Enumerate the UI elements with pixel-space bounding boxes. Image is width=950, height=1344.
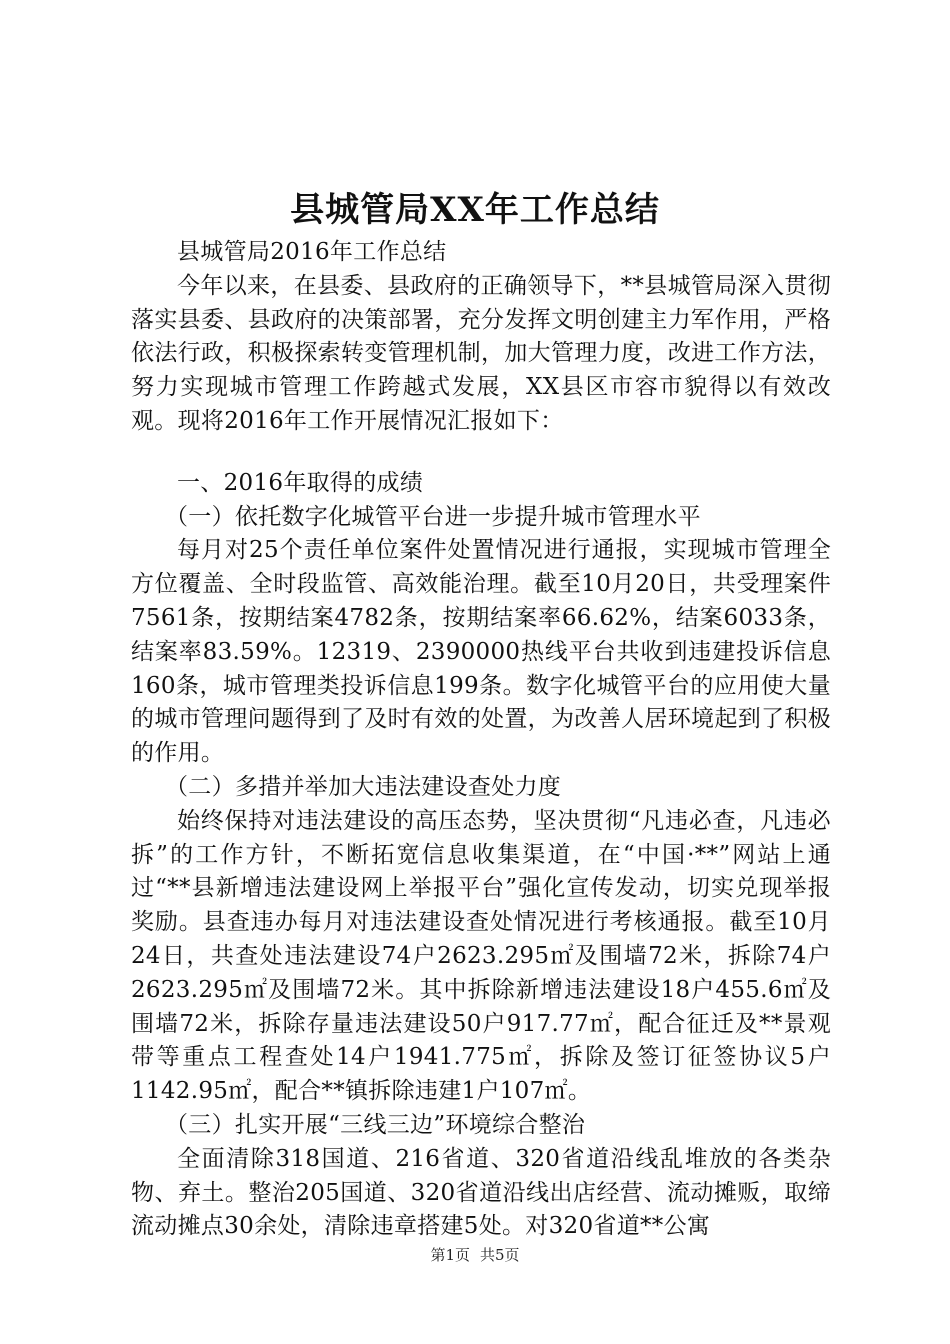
- paragraph-body-3: 全面清除318国道、216省道、320省道沿线乱堆放的各类杂物、弃土。整治205国道、320省道沿线出店经营、流动摊贩，取缔流动摊点30余处，清除违章搭建5处。对320省道**公寓: [131, 1145, 831, 1240]
- paragraph-body-2: 始终保持对违法建设的高压态势，坚决贯彻“凡违必查，凡违必拆”的工作方针，不断拓宽信息收集渠道，在“中国·**”网站上通过“**县新增违法建设网上举报平台”强化宣传发动，切实兑现举报奖励。县查违办每月对违法建设查处情况进行考核通报。截至10月24日，共查处违法建设74户2623.295㎡及围墙72米，拆除74户2623.295㎡及围墙72米。其中拆除新增违法建设18户455.6㎡及围墙72米，拆除存量违法建设50户917.77㎡，配合征迁及**景观带等重点工程查处14户1941.775㎡，拆除及签订征签协议5户1142.95㎡，配合**镇拆除违建1户107㎡。: [131, 807, 831, 1105]
- section-heading-1: 一、2016年取得的成绩: [177, 469, 424, 496]
- page-number: 第1页: [430, 1246, 470, 1264]
- subsection-heading-3: （三）扎实开展“三线三边”环境综合整治: [165, 1111, 586, 1138]
- document-title: 县城管局XX年工作总结: [290, 190, 660, 230]
- document-subtitle: 县城管局2016年工作总结: [177, 239, 447, 265]
- paragraph-intro: 今年以来，在县委、县政府的正确领导下，**县城管局深入贯彻落实县委、县政府的决策部署，充分发挥文明创建主力军作用，严格依法行政，积极探索转变管理机制，加大管理力度，改进工作方法，努力实现城市管理工作跨越式发展，XX县区市容市貌得以有效改观。现将2016年工作开展情况汇报如下：: [131, 272, 831, 434]
- document-body: [131, 236, 831, 1244]
- page-total: 共5页: [480, 1246, 520, 1264]
- subsection-heading-1: （一）依托数字化城管平台进一步提升城市管理水平: [165, 503, 701, 530]
- paragraph-body-1: 每月对25个责任单位案件处置情况进行通报，实现城市管理全方位覆盖、全时段监管、高效能治理。截至10月20日，共受理案件7561条，按期结案4782条，按期结案率66.62%，结案6033条，结案率83.59%。12319、2390000热线平台共收到违建投诉信息160条，城市管理类投诉信息199条。数字化城管平台的应用使大量的城市管理问题得到了及时有效的处置，为改善人居环境起到了积极的作用。: [131, 537, 831, 767]
- page-footer: [0, 1245, 950, 1265]
- subsection-heading-2: （二）多措并举加大违法建设查处力度: [165, 773, 562, 800]
